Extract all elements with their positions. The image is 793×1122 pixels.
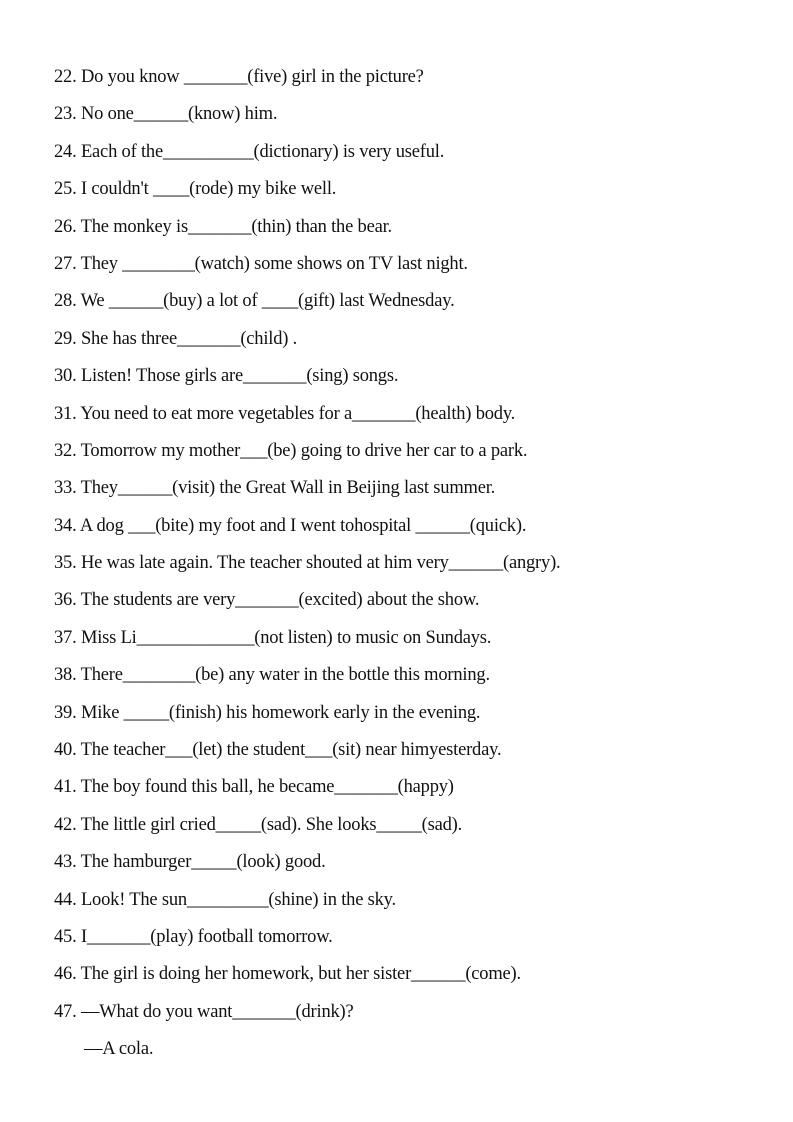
exercise-47: 47. —What do you want_______(drink)? — [54, 1001, 354, 1022]
exercise-43: 43. The hamburger_____(look) good. — [54, 852, 326, 873]
exercise-26: 26. The monkey is_______(thin) than the bear. — [54, 216, 392, 237]
exercise-31: 31. You need to eat more vegetables for a_______(health) body. — [54, 403, 516, 424]
exercise-34: 34. A dog ___(bite) my foot and I went tohospital ______(quick). — [54, 515, 527, 536]
exercise-33: 33. They______(visit) the Great Wall in Beijing last summer. — [54, 478, 496, 499]
exercise-36: 36. The students are very_______(excited) about the show. — [54, 590, 480, 611]
exercise-41: 41. The boy found this ball, he became_______(happy) — [54, 777, 454, 798]
exercise-27: 27. They ________(watch) some shows on TV last night. — [54, 253, 468, 274]
exercise-29: 29. She has three_______(child) . — [54, 328, 298, 349]
exercise-list — [54, 63, 774, 1073]
exercise-35: 35. He was late again. The teacher shouted at him very______(angry). — [54, 553, 561, 574]
exercise-47-answer: —A cola. — [84, 1039, 154, 1060]
exercise-23: 23. No one______(know) him. — [54, 104, 278, 125]
exercise-32: 32. Tomorrow my mother___(be) going to drive her car to a park. — [54, 440, 528, 461]
exercise-24: 24. Each of the__________(dictionary) is very useful. — [54, 141, 445, 162]
exercise-25: 25. I couldn't ____(rode) my bike well. — [54, 179, 337, 200]
exercise-44: 44. Look! The sun_________(shine) in the sky. — [54, 889, 396, 910]
exercise-37: 37. Miss Li_____________(not listen) to music on Sundays. — [54, 627, 492, 648]
exercise-42: 42. The little girl cried_____(sad). She looks_____(sad). — [54, 814, 463, 835]
exercise-30: 30. Listen! Those girls are_______(sing) songs. — [54, 366, 399, 387]
exercise-22: 22. Do you know _______(five) girl in the picture? — [54, 67, 424, 87]
exercise-40: 40. The teacher___(let) the student___(sit) near himyesterday. — [54, 740, 502, 761]
exercise-28: 28. We ______(buy) a lot of ____(gift) last Wednesday. — [54, 291, 455, 312]
exercise-39: 39. Mike _____(finish) his homework early in the evening. — [54, 702, 481, 723]
exercise-38: 38. There________(be) any water in the bottle this morning. — [54, 665, 490, 686]
exercise-46: 46. The girl is doing her homework, but her sister______(come). — [54, 964, 521, 985]
exercise-45: 45. I_______(play) football tomorrow. — [54, 926, 333, 947]
